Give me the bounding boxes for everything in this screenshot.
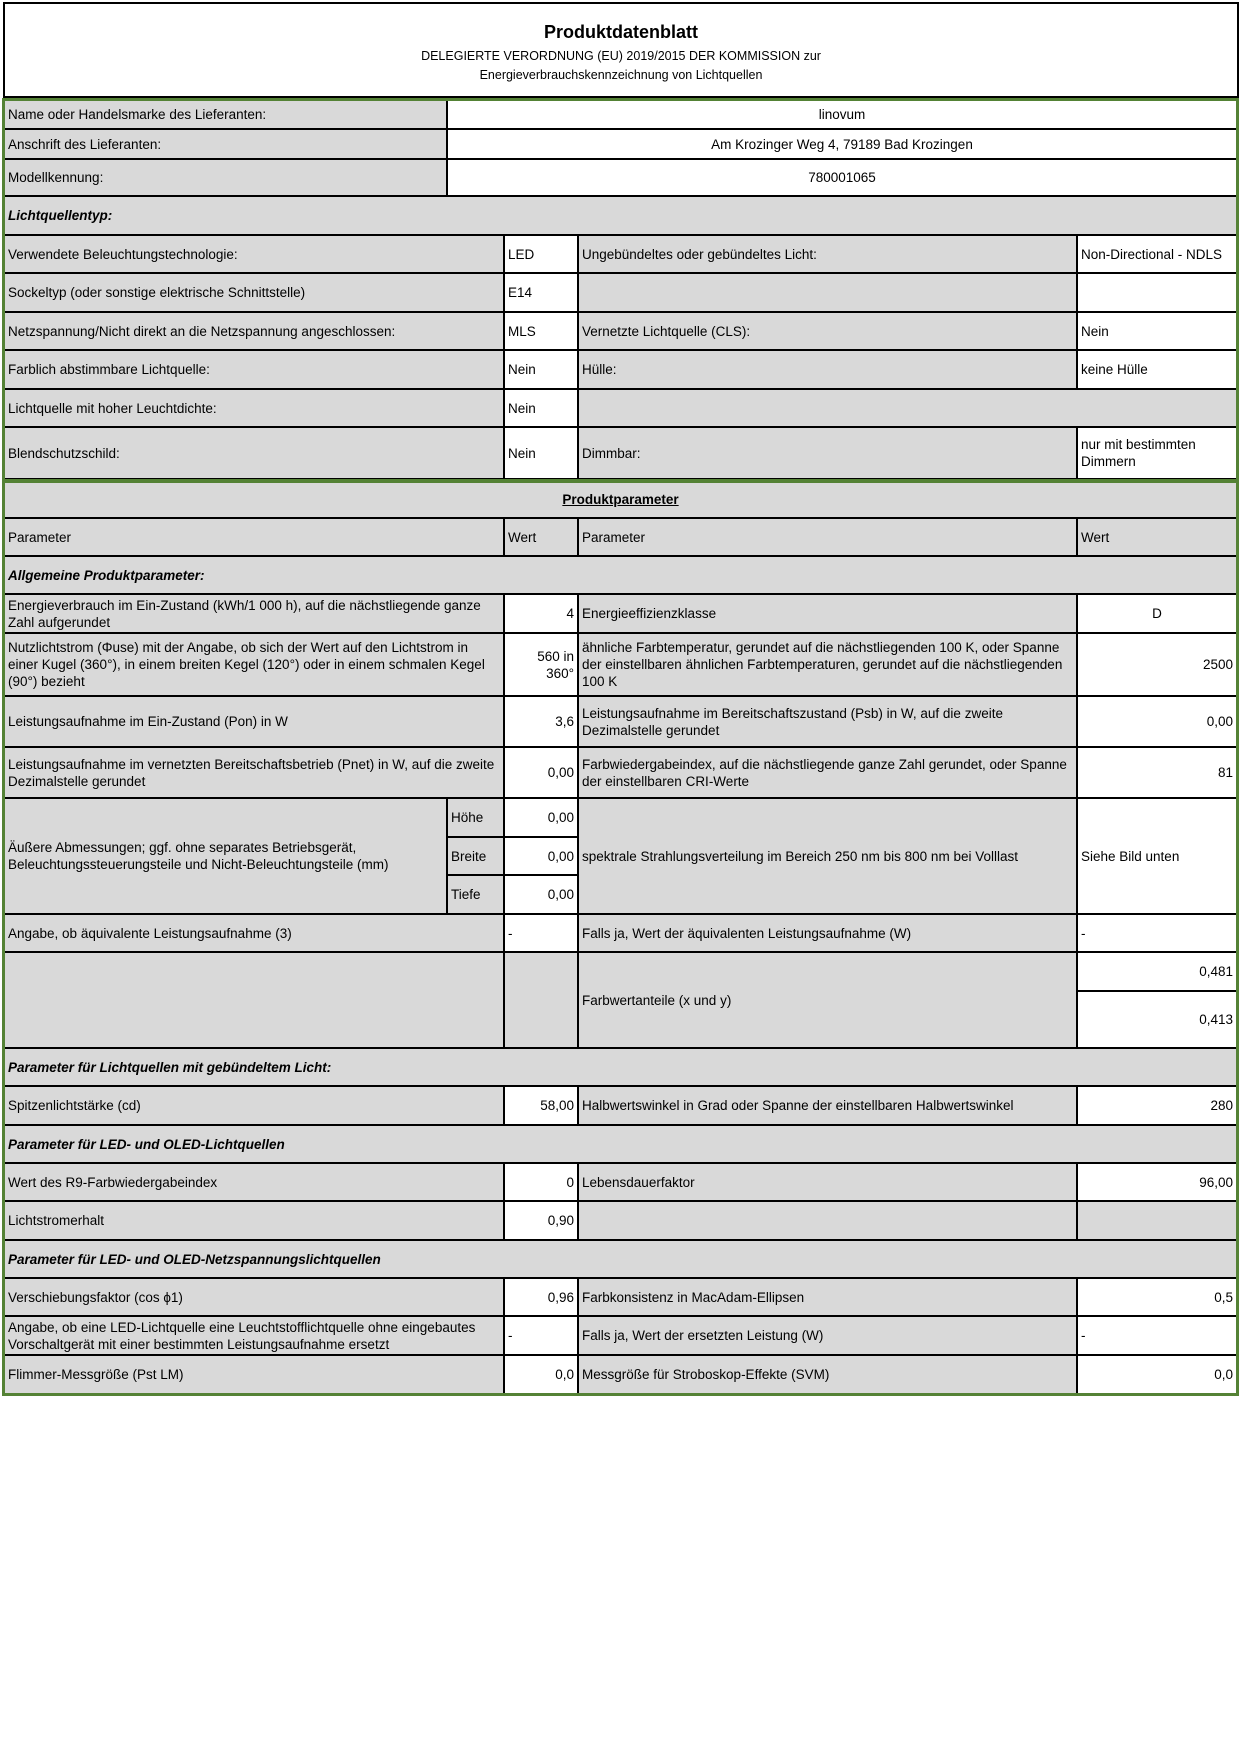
cos-phi-label: Verschiebungsfaktor (cos ϕ1) [4,1278,504,1316]
directional-value: Non-Directional - NDLS [1077,235,1237,273]
spectral-value: Siehe Bild unten [1077,798,1237,914]
glare-shield-value: Nein [504,427,578,479]
replacement-value: - [504,1316,578,1355]
replacement-w-value: - [1077,1316,1237,1355]
energy-class-label: Energieeffizienzklasse [578,594,1077,633]
macadam-label: Farbkonsistenz in MacAdam-Ellipsen [578,1278,1077,1316]
supplier-address-value: Am Krozinger Weg 4, 79189 Bad Krozingen [447,129,1237,159]
section-general-parameters: Allgemeine Produktparameter: [4,556,1237,594]
dimensions-label: Äußere Abmessungen; ggf. ohne separates Betriebsgerät, Beleuchtungssteuerungsteile und Nicht-Beleuchtungsteile (mm) [4,798,447,914]
lumen-maintenance-blank-value [1077,1201,1237,1240]
flicker-value: 0,0 [504,1355,578,1394]
high-luminance-blank [578,389,1237,427]
envelope-label: Hülle: [578,350,1077,389]
cls-label: Vernetzte Lichtquelle (CLS): [578,312,1077,350]
lumen-maintenance-value: 0,90 [504,1201,578,1240]
regulation-line-2: Energieverbrauchskennzeichnung von Lichtquellen [479,68,763,82]
page-title: Produktdatenblatt [543,22,698,42]
tech-label: Verwendete Beleuchtungstechnologie: [4,235,504,273]
section-led-mains-parameters: Parameter für LED- und OLED-Netzspannungslichtquellen [4,1240,1237,1278]
cri-label: Farbwiedergabeindex, auf die nächstliegende ganze Zahl gerundet, oder Spanne der einstellbaren CRI-Werte [578,747,1077,798]
height-value: 0,00 [504,798,578,837]
equivalent-power-label: Angabe, ob äquivalente Leistungsaufnahme (3) [4,914,504,952]
model-label: Modellkennung: [4,159,447,196]
high-luminance-label: Lichtquelle mit hoher Leuchtdichte: [4,389,504,427]
r9-value: 0 [504,1163,578,1201]
psb-value: 0,00 [1077,696,1237,747]
pon-value: 3,6 [504,696,578,747]
mains-label: Netzspannung/Nicht direkt an die Netzspannung angeschlossen: [4,312,504,350]
socket-label: Sockeltyp (oder sonstige elektrische Schnittstelle) [4,273,504,312]
chromaticity-label: Farbwertanteile (x und y) [578,952,1077,1048]
macadam-value: 0,5 [1077,1278,1237,1316]
chromaticity-blank-label [4,952,504,1048]
datasheet-header [3,2,1239,98]
survival-factor-label: Lebensdauerfaktor [578,1163,1077,1201]
peak-intensity-value: 58,00 [504,1086,578,1125]
section-led-parameters: Parameter für LED- und OLED-Lichtquellen [4,1125,1237,1163]
cct-label: ähnliche Farbtemperatur, gerundet auf die nächstliegenden 100 K, oder Spanne der einstellbaren ähnlichen Farbtemperaturen, gerundet auf die nächstliegenden 100 K [578,633,1077,696]
supplier-address-label: Anschrift des Lieferanten: [4,129,447,159]
energy-class-value: D [1077,594,1237,633]
pon-label: Leistungsaufnahme im Ein-Zustand (Pon) in W [4,696,504,747]
col-header-parameter-1: Parameter [4,518,504,556]
directional-label: Ungebündeltes oder gebündeltes Licht: [578,235,1077,273]
equivalent-power-value: - [504,914,578,952]
beam-angle-value: 280 [1077,1086,1237,1125]
height-label: Höhe [447,798,504,837]
socket-value: E14 [504,273,578,312]
dimmable-value: nur mit bestimmten Dimmern [1077,427,1237,479]
lumen-maintenance-label: Lichtstromerhalt [4,1201,504,1240]
width-label: Breite [447,837,504,875]
model-value: 780001065 [447,159,1237,196]
supplier-name-value: linovum [447,99,1237,129]
color-tunable-value: Nein [504,350,578,389]
chromaticity-x-value: 0,481 [1077,952,1237,991]
cri-value: 81 [1077,747,1237,798]
equivalent-power-w-value: - [1077,914,1237,952]
pnet-label: Leistungsaufnahme im vernetzten Bereitschaftsbetrieb (Pnet) in W, auf die zweite Dezimalstelle gerundet [4,747,504,798]
dimmable-label: Dimmbar: [578,427,1077,479]
high-luminance-value: Nein [504,389,578,427]
beam-angle-label: Halbwertswinkel in Grad oder Spanne der einstellbaren Halbwertswinkel [578,1086,1077,1125]
psb-label: Leistungsaufnahme im Bereitschaftszustand (Psb) in W, auf die zweite Dezimalstelle gerundet [578,696,1077,747]
col-header-value-1: Wert [504,518,578,556]
pnet-value: 0,00 [504,747,578,798]
glare-shield-label: Blendschutzschild: [4,427,504,479]
replacement-label: Angabe, ob eine LED-Lichtquelle eine Leuchtstofflichtquelle ohne eingebautes Vorschaltgerät mit einer bestimmten Leistungsaufnahme ersetzt [4,1316,504,1355]
mains-value: MLS [504,312,578,350]
chromaticity-y-value: 0,413 [1077,991,1237,1048]
r9-label: Wert des R9-Farbwiedergabeindex [4,1163,504,1201]
svm-value: 0,0 [1077,1355,1237,1394]
energy-consumption-label: Energieverbrauch im Ein-Zustand (kWh/1 000 h), auf die nächstliegende ganze Zahl aufgerundet [4,594,504,633]
energy-consumption-value: 4 [504,594,578,633]
flicker-label: Flimmer-Messgröße (Pst LM) [4,1355,504,1394]
color-tunable-label: Farblich abstimmbare Lichtquelle: [4,350,504,389]
width-value: 0,00 [504,837,578,875]
socket-blank-label [578,273,1077,312]
cls-value: Nein [1077,312,1237,350]
regulation-line-1: DELEGIERTE VERORDNUNG (EU) 2019/2015 DER KOMMISSION zur [421,49,821,63]
col-header-parameter-2: Parameter [578,518,1077,556]
envelope-value: keine Hülle [1077,350,1237,389]
section-produktparameter: Produktparameter [4,481,1237,518]
luminous-flux-value: 560 in 360° [504,633,578,696]
depth-value: 0,00 [504,875,578,914]
peak-intensity-label: Spitzenlichtstärke (cd) [4,1086,504,1125]
spectral-label: spektrale Strahlungsverteilung im Bereich 250 nm bis 800 nm bei Volllast [578,798,1077,914]
svm-label: Messgröße für Stroboskop-Effekte (SVM) [578,1355,1077,1394]
cos-phi-value: 0,96 [504,1278,578,1316]
tech-value: LED [504,235,578,273]
section-lichtquellentyp: Lichtquellentyp: [4,196,1237,235]
supplier-name-label: Name oder Handelsmarke des Lieferanten: [4,99,447,129]
chromaticity-blank-value [504,952,578,1048]
equivalent-power-w-label: Falls ja, Wert der äquivalenten Leistungsaufnahme (W) [578,914,1077,952]
socket-blank-value [1077,273,1237,312]
lumen-maintenance-blank-label [578,1201,1077,1240]
depth-label: Tiefe [447,875,504,914]
survival-factor-value: 96,00 [1077,1163,1237,1201]
replacement-w-label: Falls ja, Wert der ersetzten Leistung (W) [578,1316,1077,1355]
luminous-flux-label: Nutzlichtstrom (Φuse) mit der Angabe, ob sich der Wert auf den Lichtstrom in einer Kugel (360°), in einem breiten Kegel (120°) oder in einem schmalen Kegel (90°) bezieht [4,633,504,696]
section-directional-parameters: Parameter für Lichtquellen mit gebündeltem Licht: [4,1048,1237,1086]
cct-value: 2500 [1077,633,1237,696]
col-header-value-2: Wert [1077,518,1237,556]
